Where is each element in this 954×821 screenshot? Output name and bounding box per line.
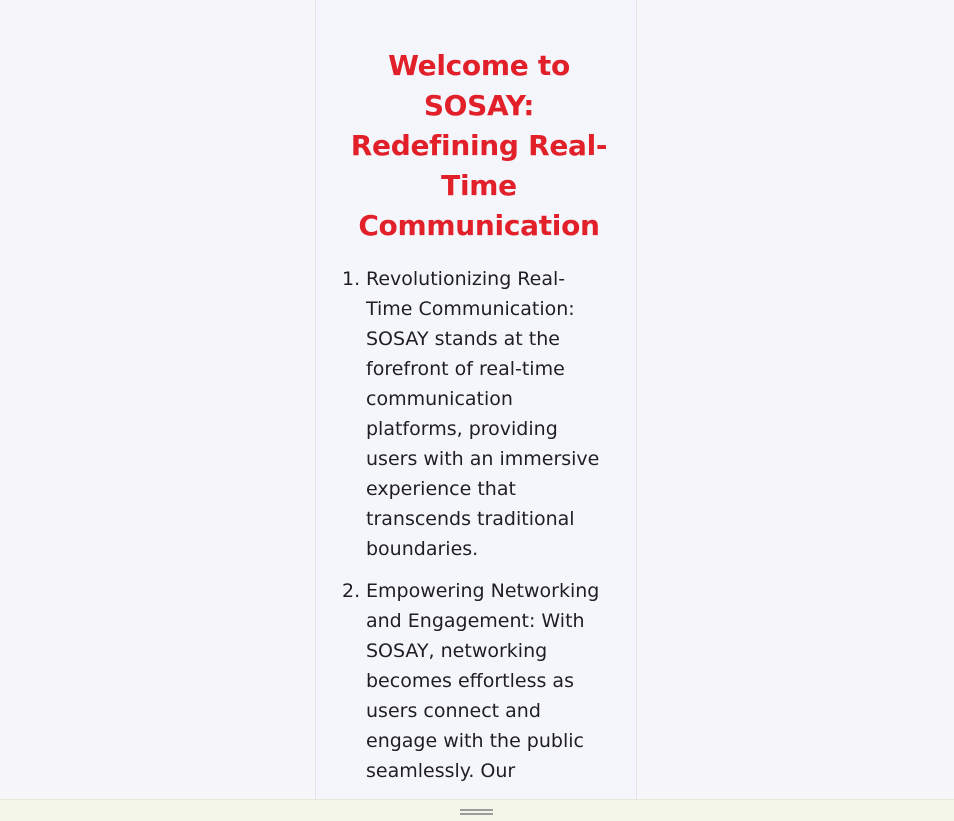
content-column[interactable] xyxy=(315,0,637,800)
handle-line xyxy=(460,809,493,811)
list-marker: 2. xyxy=(342,580,361,602)
drag-handle-icon[interactable] xyxy=(460,808,493,816)
page-title: Welcome to SOSAY: Redefining Real-Time Communication xyxy=(350,49,608,242)
list-item-text: Empowering Networking and Engagement: With SOSAY, networking becomes effortless as users connect and engage with the public seamlessly. Our xyxy=(366,580,600,782)
feature-list xyxy=(316,264,636,786)
bottom-bar xyxy=(0,799,954,821)
list-item xyxy=(342,264,606,564)
list-item-text: Revolutionizing Real-Time Communication: SOSAY stands at the forefront of real-time communication platforms, providing users with an immersive experience that transcends traditional boundaries. xyxy=(366,268,600,560)
handle-line xyxy=(460,813,493,815)
list-marker: 1. xyxy=(342,268,361,290)
list-item xyxy=(342,576,606,786)
